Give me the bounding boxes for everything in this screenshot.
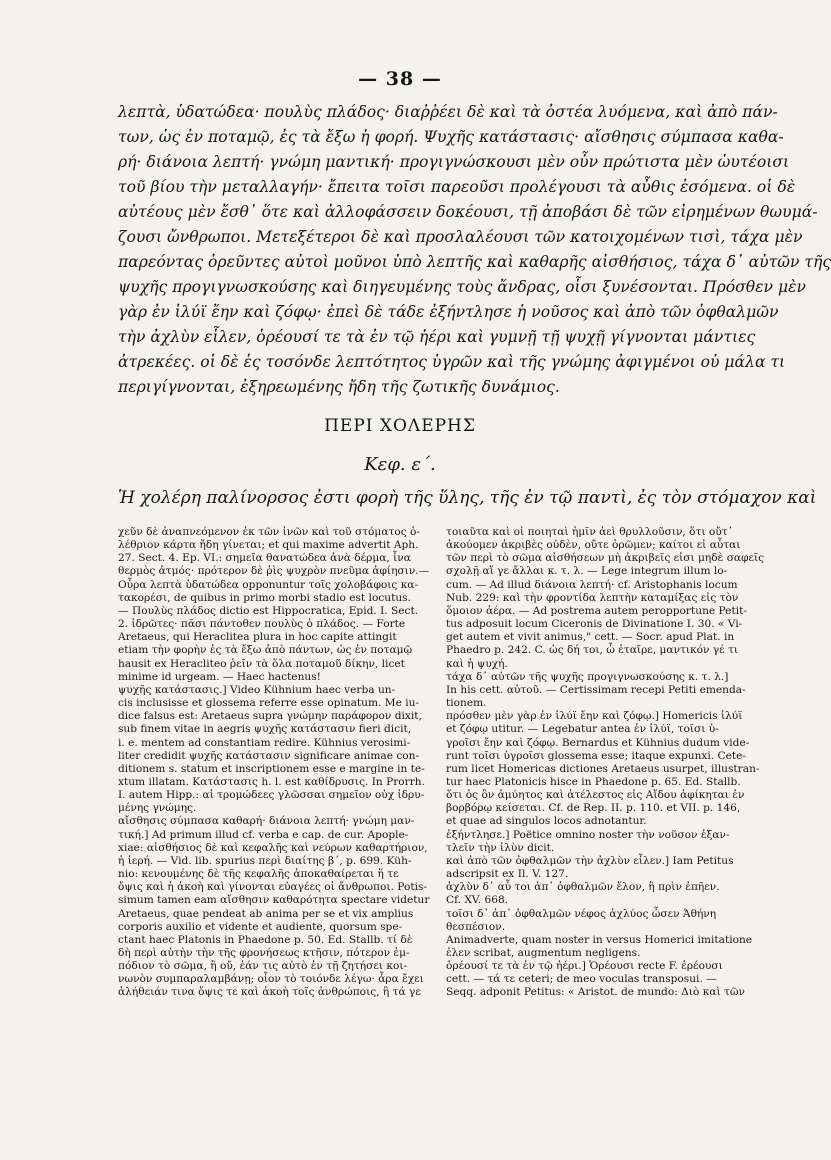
- section-title: ΠΕΡΙ ΧΟΛΕΡΗΣ: [324, 416, 476, 436]
- text-line: ρή· διάνοια λεπτή· γνώμη μαντική· προγιγνώσκουσι μὲν οὖν πρώτιστα μὲν ὡυτέοισι: [118, 153, 790, 171]
- footnote-line: cis inclusisse et glossema referre esse opinatum. Me iu-: [118, 697, 420, 710]
- footnote-line: adscripsit ex Il. V. 127.: [446, 868, 569, 881]
- footnote-line: In his cett. αὐτοῦ. — Certissimam recepi Petiti emenda-: [446, 683, 746, 696]
- footnote-line: ὄψις καὶ ἡ ἀκοὴ καὶ γίνονται εὐαγέες οἱ ἄνθρωποι. Potis-: [118, 881, 427, 894]
- footnote-line: τική.] Ad primum illud cf. verba e cap. de cur. Apople-: [118, 828, 409, 841]
- footnote-line: αἴσθησις σύμπασα καθαρή· διάνοια λεπτή· γνώμη μαν-: [118, 815, 415, 828]
- footnote-line: σχολῇ αἵ γε ἄλλαι κ. τ. λ. — Lege integrum illum lo-: [446, 565, 728, 578]
- footnote-line: πρόσθεν μὲν γὰρ ἐν ἰλύϊ ἔην καὶ ζόφῳ.] Homericis ἰλύϊ: [446, 710, 743, 723]
- footnote-line: sub finem vitae in aegris ψυχῆς κατάστασιν fieri dicit,: [118, 723, 412, 736]
- footnote-line: ctant haec Platonis in Phaedone p. 50. Ed. Stallb. τί δὲ: [118, 933, 413, 946]
- footnote-line: rum licet Homericas dictiones Aretaeus usurpet, illustran-: [446, 762, 760, 775]
- text-line: περιγίγνονται, ἐξηρεωμένης ἤδη τῆς ζωτικῆς δυνάμιος.: [118, 378, 560, 396]
- footnote-line: xtum illatam. Κατάστασις h. l. est καθίδρυσις. In Prorrh.: [118, 775, 425, 788]
- footnote-line: i. e. mentem ad constantiam redire. Kühnius verosimi-: [118, 736, 411, 749]
- footnote-line: simum tamen eam αἴσθησιν καθαρότητα spectare videtur: [118, 894, 430, 907]
- footnote-line: et ζόφῳ utitur. — Legebatur antea ἐν ἰλύϊ, τοῖσι ὑ-: [446, 723, 719, 736]
- footnote-line: νωνὸν συμπαραλαμβάνῃ; οἷον τὸ τοιόνδε λέγω· ἆρα ἔχει: [118, 973, 424, 986]
- footnote-line: Aretaeus, qui Heraclitea plura in hoc capite attingit: [118, 631, 397, 644]
- footnote-line: minime id urgeam. — Haec hactenus!: [118, 670, 321, 683]
- footnote-line: δὴ περὶ αὐτὴν τὴν τῆς φρονήσεως κτῆσιν, πότερον ἐμ-: [118, 947, 410, 959]
- text-line: ψυχῆς προγιγνωσκούσης καὶ διηγευμένης τοὺς ἄνδρας, οἷσι ξυνέσονται. Πρόσθεν μὲν: [118, 278, 806, 296]
- text-line: αὐτέους μὲν ἔσθ᾽ ὅτε καὶ ἀλλοφάσσειν δοκέουσι, τῇ ἀποβάσι δὲ τῶν εἰρημένων θωυμά-: [118, 203, 818, 221]
- footnote-line: θερμὸς ἀτμός· πρότερον δὲ ῥὶς ψυχρὸν πνεῦμα ἀφίησιν.—: [118, 565, 430, 578]
- footnote-line: τλεῖν τὴν ἰλὺν dicit.: [446, 841, 555, 854]
- text-line: παρεόντας ὁρεῦντες αὐτοὶ μοῦνοι ὑπὸ λεπτῆς καὶ καθαρῆς αἰσθήσιος, τάχα δ᾽ αὐτῶν τῆς: [118, 253, 831, 271]
- footnote-line: ἀκούομεν ἀκριβὲς οὐδὲν, οὔτε ὁρῶμεν; καίτοι εἰ αὗται: [446, 539, 741, 552]
- footnote-line: tionem.: [446, 697, 487, 710]
- footnote-line: Cf. XV. 668.: [446, 894, 509, 907]
- footnote-line: cum. — Ad illud διάνοια λεπτή· cf. Aristophanis locum: [446, 578, 738, 591]
- footnote-line: τακορέσι, de quibus in primo morbi stadio est locutus.: [118, 591, 411, 604]
- footnote-line: corporis auxilio et vidente et audiente, quorsum spe-: [118, 920, 403, 933]
- footnote-line: get autem et vivit animus," cett. — Socr. apud Plat. in: [446, 631, 735, 644]
- footnote-line: 27. Sect. 4. Ep. VI.: σημεῖα θανατώδεα ἀνὰ δέρμα, ἶνα: [118, 552, 411, 565]
- footnote-line: xiae: αἰσθήσιος δὲ καὶ κεφαλῆς καὶ νεύρων καθαρτήριον,: [118, 841, 428, 854]
- page-number: — 38 —: [358, 68, 442, 90]
- footnote-line: ὅτι ὁς ὂν ἀμύητος καὶ ἀτέλεστος εἰς Αἴδου ἀφίκηται ἐν: [446, 789, 745, 802]
- footnote-line: — Πουλὺς πλάδος dictio est Hippocratica, Epid. I. Sect.: [118, 604, 419, 617]
- footnote-line: Nub. 229: καὶ τὴν φροντίδα λεπτὴν καταμίξας εἰς τὸν: [446, 591, 739, 604]
- footnote-line: ἀλήθειάν τινα ὄψις τε καὶ ἀκοὴ τοῖς ἀνθρώποις, ἢ τά γε: [118, 986, 421, 999]
- footnote-line: etiam τὴν φορὴν ἐς τὰ ἔξω ἀπὸ πάντων, ὡς ἐν ποταμῷ: [118, 644, 413, 657]
- footnote-line: καὶ ἡ ψυχή.: [446, 657, 508, 670]
- footnote-line: τοιαῦτα καὶ οἱ ποιηταὶ ἡμῖν ἀεὶ θρυλλοῦσιν, ὅτι οὔτ᾽: [446, 526, 733, 538]
- section-first-line: Ἡ χολέρη παλίνορσος ἐστι φορὴ τῆς ὕλης, τῆς ἐν τῷ παντὶ, ἐς τὸν στόμαχον καὶ: [118, 488, 817, 508]
- footnote-line: ψυχῆς κατάστασις.] Video Kühnium haec verba un-: [118, 683, 396, 696]
- footnote-line: θεσπέσιον.: [446, 920, 506, 933]
- footnote-line: ὁρέουσί τε τὰ ἐν τῷ ἠέρι.] Ὁρέουσι recte F. ἐρέουσι: [446, 960, 723, 973]
- footnotes-left-column: [118, 526, 430, 1136]
- footnote-line: et quae ad singulos locos adnotantur.: [446, 815, 647, 828]
- footnote-line: tus adposuit locum Ciceronis de Divinatione I. 30. « Vi-: [446, 618, 743, 631]
- footnote-line: ditionem s. statum et inscriptionem esse e margine in te-: [118, 762, 425, 775]
- text-line: ζουσι ὤνθρωποι. Μετεξέτεροι δὲ καὶ προσλαλέουσι τῶν κατοιχομένων τισὶ, τάχα μὲν: [118, 228, 803, 246]
- footnote-line: 2. ἱδρῶτες· πᾶσι πάντοθεν πουλὺς ὁ πλάδος. — Forte: [118, 618, 406, 631]
- footnote-line: nio: κενουμένης δὲ τῆς κεφαλῆς ἀποκαθαίρεται ἥ τε: [118, 868, 399, 881]
- footnote-line: Animadverte, quam noster in versus Homerici imitatione: [446, 933, 753, 946]
- footnote-line: ἐξήντλησε.] Poëtice omnino noster τὴν νοῦσον ἐξαν-: [446, 828, 730, 841]
- footnote-line: ὅμοιον ἀέρα. — Ad postrema autem peropportune Petit-: [446, 604, 747, 617]
- footnote-line: liter credidit ψυχῆς κατάστασιν significare animae con-: [118, 749, 420, 762]
- footnote-line: μένης γνώμης.: [118, 802, 197, 815]
- text-line: τοῦ βίου τὴν μεταλλαγήν· ἔπειτα τοῖσι παρεοῦσι προλέγουσι τὰ αὖθις ἐσόμενα. οἱ δὲ: [118, 178, 796, 196]
- footnote-line: runt τοῖσι ὑγροῖσι glossema esse; itaque expunxi. Cete-: [446, 749, 746, 762]
- footnote-line: πόδιον τὸ σῶμα, ἢ οὔ, ἐάν τις αὐτὸ ἐν τῇ ζητήσει κοι-: [118, 960, 408, 973]
- footnote-line: Seqq. adponit Petitus: « Aristot. de mundo: Διὸ καὶ τῶν: [446, 986, 745, 999]
- footnote-line: ἐλεν scribat, augmentum negligens.: [446, 947, 641, 959]
- footnote-line: βορβόρῳ κείσεται. Cf. de Rep. II. p. 110. et VII. p. 146,: [446, 802, 741, 815]
- footnote-line: τάχα δ᾽ αὐτῶν τῆς ψυχῆς προγιγνωσκούσης κ. τ. λ.]: [446, 670, 729, 683]
- footnotes-right-column: [446, 526, 765, 1136]
- footnote-line: γροῖσι ἔην καὶ ζόφῳ. Bernardus et Kühnius dudum vide-: [446, 736, 750, 749]
- footnote-line: ἡ ἱερή. — Vid. lib. spurius περὶ διαίτης β΄, p. 699. Küh-: [118, 854, 412, 867]
- footnote-line: Phaedro p. 242. C. ὡς δή τοι, ὦ ἑταῖρε, μαντικόν γέ τι: [446, 644, 739, 657]
- footnote-line: Aretaeus, quae pendeat ab anima per se et vix amplius: [118, 907, 414, 920]
- footnote-line: λέθριον κάρτα ἤδη γίνεται; et qui maxime advertit Aph.: [118, 539, 419, 552]
- footnote-line: hausit ex Heraclitео ῥεῖν τὰ ὅλα ποταμοῦ δίκην, licet: [118, 657, 405, 670]
- footnote-line: tur haec Platonicis hisce in Phaedone p. 65. Ed. Stallb.: [446, 775, 741, 788]
- footnotes: [118, 526, 765, 1136]
- text-line: ἀτρεκέες. οἱ δὲ ἐς τοσόνδε λεπτότητος ὑγρῶν καὶ τῆς γνώμης ἀφιγμένοι οὐ μάλα τι: [118, 353, 786, 371]
- footnote-line: ἀχλὺν δ᾽ αὖ τοι ἀπ᾽ ὀφθαλμῶν ἕλον, ἣ πρὶν ἐπῆεν.: [446, 881, 720, 894]
- footnote-line: cett. — τά τε ceteri; de meo voculas transposui. —: [446, 973, 717, 986]
- text-line: τὴν ἀχλὺν εἷλεν, ὁρέουσί τε τὰ ἐν τῷ ἠέρι καὶ γυμνῇ τῇ ψυχῇ γίγνονται μάντιες: [118, 328, 756, 346]
- footnote-line: τοῖσι δ᾽ ἀπ᾽ ὀφθαλμῶν νέφος ἀχλύος ὦσεν Ἀθήνη: [446, 907, 717, 920]
- chapter-label: Κεφ. ε΄.: [364, 454, 436, 475]
- footnote-line: τῶν περὶ τὸ σῶμα αἰσθήσεων μὴ ἀκριβεῖς εἰσι μηδὲ σαφεῖς: [446, 552, 765, 565]
- text-line: γὰρ ἐν ἰλύϊ ἔην καὶ ζόφῳ· ἐπεὶ δὲ τάδε ἐξήντλησε ἡ νοῦσος καὶ ἀπὸ τῶν ὀφθαλμῶν: [118, 303, 779, 321]
- text-line: των, ὡς ἐν ποταμῷ, ἐς τὰ ἔξω ἡ φορή. Ψυχῆς κατάστασις· αἴσθησις σύμπασα καθα-: [118, 128, 784, 146]
- main-text-block: [118, 100, 831, 400]
- footnote-line: dice falsus est: Aretaeus supra γνώμην παράφορον dixit,: [118, 710, 422, 723]
- footnote-line: I. autem Hipp.: αἱ τρομώδεες γλῶσσαι σημεῖον οὐχ ἱδρυ-: [118, 789, 425, 802]
- footnote-line: καὶ ἀπὸ τῶν ὀφθαλμῶν τὴν ἀχλὺν εἷλεν.] Iam Petitus: [446, 854, 734, 867]
- text-line: λεπτὰ, ὑδατώδεα· πουλὺς πλάδος· διαῤῥέει δὲ καὶ τὰ ὀστέα λυόμενα, καὶ ἀπὸ πάν-: [118, 103, 778, 121]
- footnote-line: Οὖρα λεπτὰ ὑδατώδεα opponuntur τοῖς χολοβάφοις κα-: [118, 578, 419, 591]
- footnote-line: χεῦν δὲ ἀναπνεόμενον ἐκ τῶν ἰνῶν καὶ τοῦ στόματος ὁ-: [118, 526, 420, 538]
